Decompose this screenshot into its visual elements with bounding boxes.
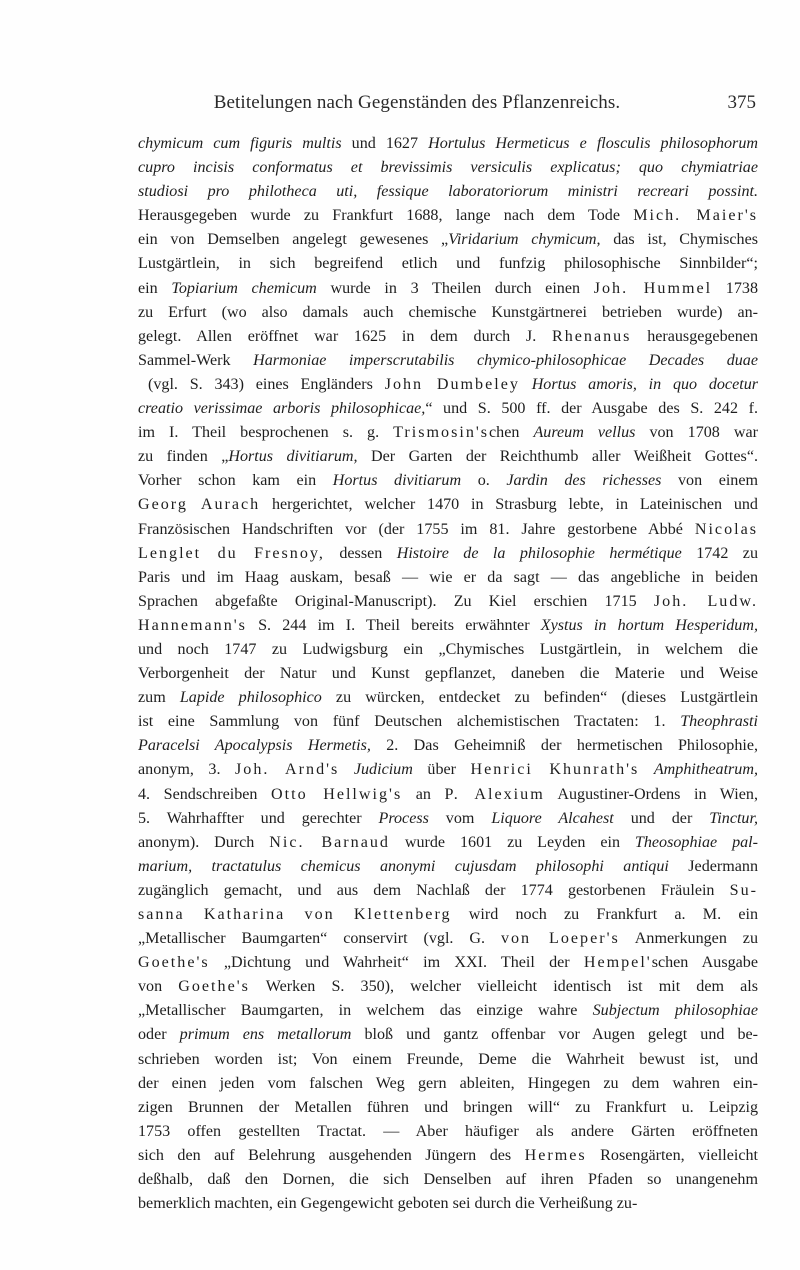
text-segment: Lustgärtlein, in sich begreifend etlich und funfzig philosophische Sinnbilder“; — [138, 255, 758, 273]
italic-segment: Aureum vellus — [533, 424, 636, 442]
text-segment: Werken S. 350), welcher vielleicht identisch ist mit dem als — [249, 978, 758, 996]
text-line — [138, 831, 758, 855]
text-segment: von einem — [661, 472, 759, 490]
text-segment: deßhalb, daß den Dornen, die sich Denselben auf ihren Pfaden so unangenehm — [138, 1171, 758, 1189]
text-segment: Rosengärten, vielleicht — [586, 1146, 758, 1164]
text-line — [138, 1096, 758, 1120]
text-segment: 5. Wahrhaffter und gerechter — [138, 809, 379, 827]
text-segment: 1753 offen gestellten Tractat. — Aber häufiger als andere Gärten eröffneten — [138, 1122, 758, 1140]
text-line — [138, 518, 758, 542]
italic-segment: Lapide philosophico — [179, 689, 322, 707]
text-segment: Verborgenheit der Natur und Kunst gepflanzet, daneben die Materie und Weise — [138, 665, 758, 683]
italic-segment: Theophrasti — [680, 713, 758, 731]
italic-segment: Hortus amoris, in quo docetur — [531, 375, 759, 393]
text-segment: chen — [489, 424, 534, 442]
text-segment: schen Ausgabe — [651, 954, 758, 972]
body-text — [138, 132, 758, 1216]
italic-segment: studiosi pro philotheca uti, fessique laboratoriorum ministri recreari possint. — [138, 183, 758, 201]
italic-segment: Xystus in hortum Hesperidum, — [540, 616, 758, 634]
text-segment: zugänglich gemacht, und aus dem Nachlaß der 1774 gestorbenen Fräulein — [138, 881, 730, 899]
text-segment: zu Erfurt (wo also damals auch chemische Kunstgärtnerei betrieben wurde) an- — [138, 303, 758, 321]
text-segment: bemerklich machten, ein Gegengewicht geboten sei durch die Verheißung zu- — [138, 1195, 638, 1213]
text-line — [138, 132, 758, 156]
spaced-name-segment: Rhenanus — [551, 327, 632, 345]
text-line — [138, 1168, 758, 1192]
text-segment: von — [138, 978, 179, 996]
text-segment: anonym). Durch — [138, 833, 270, 851]
text-segment: wurde 1601 zu Leyden ein — [389, 833, 635, 851]
spaced-name-segment: P. Alexium — [444, 785, 545, 803]
text-line — [138, 421, 758, 445]
text-segment: sich den auf Belehrung ausgehenden Jüngern des — [138, 1146, 525, 1164]
italic-segment: cupro incisis conformatus et brevissimis versiculis explicatus; quo chymiatriae — [138, 159, 758, 177]
italic-segment: Harmoniae imperscrutabilis chymico-philosophicae Decades duae — [253, 351, 759, 369]
text-segment: zum — [138, 689, 180, 707]
spaced-name-segment: Henrici Khunrath's — [470, 761, 640, 779]
spaced-name-segment: Nicolas — [694, 520, 758, 538]
text-segment: und der — [613, 809, 710, 827]
text-line — [138, 493, 758, 517]
text-line — [138, 1023, 758, 1047]
text-segment — [520, 376, 532, 393]
text-line — [138, 445, 758, 469]
text-segment: 1742 zu — [681, 544, 758, 562]
text-line — [138, 156, 758, 180]
text-segment: 1738 — [712, 279, 758, 297]
text-line — [138, 397, 758, 421]
spaced-name-segment: Lenglet du Fresnoy, — [138, 544, 325, 562]
text-line — [138, 903, 758, 927]
text-segment: S. 244 im I. Theil bereits erwähnter — [246, 616, 541, 634]
text-line — [138, 927, 758, 951]
text-segment: „Metallischer Baumgarten“ conservirt (vgl. G. — [138, 930, 501, 948]
page-header — [138, 92, 756, 118]
spaced-name-segment: Georg Aurach — [138, 496, 261, 514]
text-segment: ein von Demselben angelegt gewesenes „ — [138, 231, 449, 249]
text-segment: 4. Sendschreiben — [138, 785, 272, 803]
italic-segment: Hortus divitiarum — [332, 472, 462, 490]
spaced-name-segment: Nic. Barnaud — [269, 833, 390, 851]
text-segment: o. — [461, 472, 507, 490]
italic-segment: Tinctur, — [709, 809, 758, 827]
running-title: Betitelungen nach Gegenständen des Pflanzenreichs. — [213, 92, 621, 113]
italic-segment: Hortus divitiarum, — [228, 448, 358, 466]
text-segment: Sprachen abgefaßte Original-Manuscript). Zu Kiel erschien 1715 — [138, 592, 654, 610]
text-line — [138, 710, 758, 734]
text-segment: Vorher schon kam ein — [138, 472, 333, 490]
text-segment: Jedermann — [668, 857, 758, 875]
text-line — [138, 252, 758, 276]
text-segment: Der Garten der Reichthumb aller Weißheit Gottes“. — [357, 448, 758, 466]
italic-segment: Paracelsi Apocalypsis Hermetis, — [138, 737, 371, 755]
text-line — [138, 566, 758, 590]
text-segment: und 1627 — [341, 135, 429, 152]
text-segment: Anmerkungen zu — [619, 930, 758, 948]
text-line — [138, 734, 758, 758]
spaced-name-segment: von Loeper's — [500, 930, 620, 948]
text-segment — [639, 761, 654, 778]
text-segment: Augustiner-Ordens in Wien, — [544, 785, 758, 803]
text-line — [138, 975, 758, 999]
text-line — [138, 373, 758, 397]
text-segment: ist eine Sammlung von fünf Deutschen alchemistischen Tractaten: 1. — [138, 713, 681, 731]
text-line — [138, 807, 758, 831]
text-segment: von 1708 war — [635, 424, 759, 442]
text-line — [138, 951, 758, 975]
italic-segment: Hortulus Hermeticus e flosculis philosophorum — [428, 135, 758, 152]
text-segment: vom — [428, 809, 492, 827]
text-line — [138, 1072, 758, 1096]
text-segment: der einen jeden vom falschen Weg gern ableiten, Hingegen zu dem wahren ein- — [138, 1074, 758, 1092]
text-line — [138, 228, 758, 252]
text-segment: über — [412, 761, 471, 779]
text-segment: gelegt. Allen eröffnet war 1625 in dem durch J. — [138, 327, 552, 345]
spaced-name-segment: Joh. Hummel — [593, 279, 713, 297]
text-line — [138, 325, 758, 349]
text-line — [138, 879, 758, 903]
italic-segment: Histoire de la philosophie hermétique — [396, 544, 682, 562]
text-segment: Herausgegeben wurde zu Frankfurt 1688, lange nach dem Tode — [138, 207, 634, 225]
text-segment: herausgegebenen — [631, 327, 759, 345]
spaced-name-segment: Su- — [729, 881, 758, 899]
text-segment: Paris und im Haag auskam, besaß — wie er da sagt — das angebliche in beiden — [138, 568, 758, 586]
italic-segment: Viridarium chymicum, — [448, 231, 601, 249]
spaced-name-segment: Trismosin's — [393, 424, 490, 442]
text-line — [138, 301, 758, 325]
text-segment: ein — [138, 279, 172, 297]
italic-segment: Subjectum philosophiae — [592, 1002, 758, 1020]
text-segment: zu finden „ — [138, 448, 229, 466]
text-line — [138, 277, 758, 301]
spaced-name-segment: Hannemann's — [138, 616, 247, 634]
text-segment: an — [402, 785, 445, 803]
text-segment: anonym, 3. — [138, 761, 236, 779]
text-line — [138, 180, 758, 204]
text-line — [138, 1144, 758, 1168]
text-segment: bloß und gantz offenbar vor Augen gelegt und be- — [351, 1026, 759, 1044]
text-line — [138, 662, 758, 686]
italic-segment: chymicum cum figuris multis — [138, 135, 342, 152]
text-segment: zu würcken, entdecket zu befinden“ (dieses Lustgärtlein — [321, 689, 758, 707]
spaced-name-segment: sanna Katharina von Klettenberg — [138, 906, 452, 923]
italic-segment: Jardin des richesses — [506, 472, 662, 490]
italic-segment: Judicium — [353, 761, 413, 779]
text-segment: hergerichtet, welcher 1470 in Strasburg lebte, in Lateinischen und — [260, 496, 758, 514]
italic-segment: Theosophiae pal- — [634, 833, 758, 851]
text-segment — [339, 761, 354, 778]
spaced-name-segment: Joh. Arnd's — [235, 761, 340, 779]
text-line — [138, 469, 758, 493]
text-segment: (vgl. S. 343) eines Engländers — [148, 375, 385, 393]
italic-segment: Topiarium chemicum — [171, 279, 317, 297]
text-segment: schrieben worden ist; Von einem Freunde, Deme die Wahrheit bewust ist, und — [138, 1050, 758, 1068]
text-segment: und noch 1747 zu Ludwigsburg ein „Chymisches Lustgärtlein, in welchem die — [138, 640, 758, 658]
text-segment: „Metallischer Baumgarten, in welchem das einzige wahre — [138, 1002, 593, 1020]
text-line — [138, 999, 758, 1023]
text-segment: im I. Theil besprochenen s. g. — [138, 424, 394, 442]
italic-segment: Liquore Alcahest — [491, 809, 614, 827]
text-line — [138, 783, 758, 807]
spaced-name-segment: Mich. Maier's — [633, 207, 759, 225]
text-line — [138, 542, 758, 566]
text-line — [138, 614, 758, 638]
spaced-name-segment: Hermes — [524, 1146, 587, 1164]
spaced-name-segment: Otto Hellwig's — [271, 785, 403, 803]
text-line — [138, 855, 758, 879]
text-line — [138, 1192, 758, 1216]
page-number: 375 — [727, 92, 756, 113]
text-line — [138, 638, 758, 662]
spaced-name-segment: Goethe's — [178, 978, 250, 996]
text-line — [138, 686, 758, 710]
spaced-name-segment: Goethe's — [138, 954, 210, 972]
text-segment: 2. Das Geheimniß der hermetischen Philosophie, — [370, 737, 759, 755]
spaced-name-segment: Hempel' — [583, 954, 652, 972]
italic-segment: Process — [378, 809, 429, 827]
text-segment: das ist, Chymisches — [600, 231, 758, 249]
text-segment: dessen — [324, 544, 397, 562]
text-segment: Französischen Handschriften vor (der 1755 im 81. Jahre gestorbene Abbé — [138, 520, 695, 538]
text-segment: wird noch zu Frankfurt a. M. ein — [451, 906, 758, 923]
text-line — [138, 590, 758, 614]
spaced-name-segment: John Dumbeley — [384, 375, 520, 393]
italic-segment: Amphitheatrum, — [653, 761, 758, 779]
italic-segment: primum ens metallorum — [179, 1026, 352, 1044]
text-segment: Sammel-Werk — [138, 351, 254, 369]
text-line — [138, 758, 758, 782]
text-segment: zigen Brunnen der Metallen führen und bringen will“ zu Frankfurt u. Leipzig — [138, 1098, 758, 1116]
spaced-name-segment: Joh. Ludw. — [653, 592, 758, 610]
text-line — [138, 349, 758, 373]
text-segment: “ und S. 500 ff. der Ausgabe des S. 242 f. — [425, 400, 758, 418]
text-segment: oder — [138, 1026, 180, 1044]
text-segment: wurde in 3 Theilen durch einen — [316, 279, 594, 297]
italic-segment: marium, tractatulus chemicus anonymi cujusdam philosophi antiqui — [138, 857, 669, 875]
italic-segment: creatio verissimae arboris philosophicae, — [138, 400, 426, 418]
text-line — [138, 204, 758, 228]
text-line — [138, 1048, 758, 1072]
text-line — [138, 1120, 758, 1144]
text-segment: „Dichtung und Wahrheit“ im XXI. Theil der — [209, 954, 584, 972]
